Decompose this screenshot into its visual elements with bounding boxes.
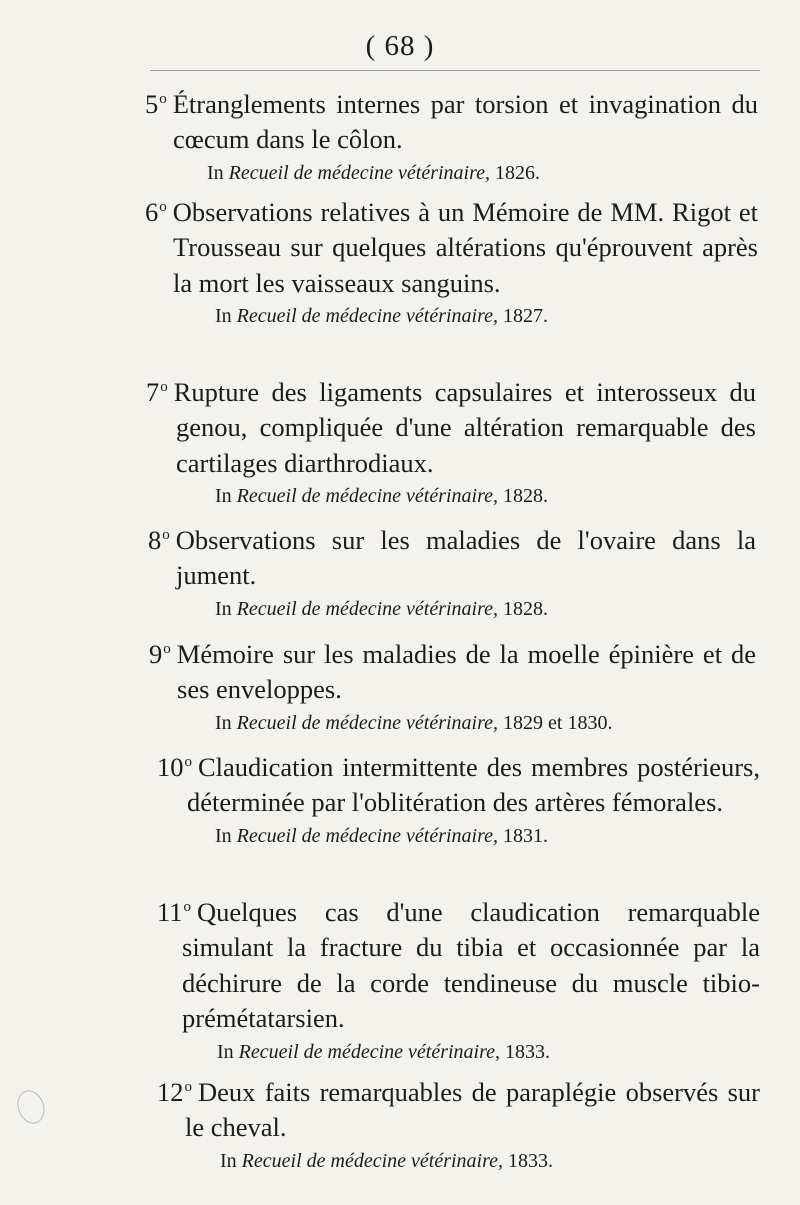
source-in: In [220, 1149, 237, 1172]
source-year: 1833. [505, 1040, 551, 1063]
entry-11 [0, 890, 800, 1065]
source-journal: Recueil de médecine vétérinaire, [238, 1040, 501, 1063]
source-in: In [215, 305, 232, 328]
source-journal: Recueil de médecine vétérinaire, [228, 161, 491, 184]
entry-source [0, 160, 800, 186]
source-journal: Recueil de médecine vétérinaire, [236, 485, 499, 508]
entry-12 [0, 1070, 800, 1174]
entry-ordinal: o [184, 754, 192, 770]
source-year: 1827. [503, 305, 549, 328]
source-journal: Recueil de médecine vétérinaire, [236, 711, 499, 734]
entry-title: Mémoire sur les maladies de la moelle épinière et de ses enveloppes. [176, 638, 756, 705]
entry-text [0, 1070, 760, 1146]
source-journal: Recueil de médecine vétérinaire, [236, 305, 499, 328]
source-year: 1828. [503, 485, 549, 508]
entry-title: Observations relatives à un Mémoire de MM. Rigot et Trousseau sur quelques altérations qu'éprouvent après la mort les vaisseaux sanguins. [172, 196, 758, 298]
entry-text [0, 632, 756, 708]
entry-source [0, 596, 800, 622]
entry-9 [0, 632, 800, 736]
source-in: In [215, 824, 232, 847]
entry-10 [0, 745, 800, 849]
entry-source [0, 303, 800, 329]
source-journal: Recueil de médecine vétérinaire, [236, 824, 499, 847]
source-in: In [215, 485, 232, 508]
source-in: In [207, 161, 224, 184]
source-journal: Recueil de médecine vétérinaire, [241, 1149, 504, 1172]
source-year: 1828. [503, 597, 549, 620]
source-journal: Recueil de médecine vétérinaire, [236, 597, 499, 620]
entry-title: Rupture des ligaments capsulaires et interosseux du genou, compliquée d'une altération remarquable des cartilages diarthrodiaux. [173, 376, 756, 478]
entry-ordinal: o [163, 641, 171, 657]
entry-ordinal: o [159, 199, 167, 215]
entry-number: 10 [157, 751, 184, 782]
entry-text [0, 518, 756, 594]
entry-title: Claudication intermittente des membres postérieurs, déterminée par l'oblitération des artères fémorales. [187, 751, 760, 818]
entry-text [0, 370, 756, 481]
entry-source [0, 1039, 800, 1065]
entry-number: 7 [146, 376, 160, 407]
entry-number: 8 [148, 524, 162, 555]
source-in: In [217, 1040, 234, 1063]
entry-title: Étranglements internes par torsion et invagination du cœcum dans le côlon. [172, 88, 758, 155]
source-year: 1829 et 1830. [503, 711, 613, 734]
entry-text [0, 82, 758, 158]
source-in: In [215, 597, 232, 620]
entry-ordinal: o [159, 91, 167, 107]
entry-title: Deux faits remarquables de paraplégie observés sur le cheval. [185, 1076, 760, 1143]
entry-title: Observations sur les maladies de l'ovaire dans la jument. [175, 524, 756, 591]
entry-text [0, 190, 758, 301]
entry-8 [0, 518, 800, 622]
source-year: 1831. [503, 824, 549, 847]
entry-ordinal: o [183, 899, 192, 915]
entry-title: Quelques cas d'une claudication remarquable simulant la fracture du tibia et occasionnée par la déchirure de la corde tendineuse du muscle tibio-prémétatarsien. [182, 896, 760, 1034]
entry-number: 11 [157, 896, 183, 927]
header-rule [150, 70, 760, 71]
entry-5 [0, 82, 800, 186]
entry-source [0, 823, 800, 849]
entry-text [0, 890, 760, 1037]
entry-number: 12 [157, 1076, 184, 1107]
entry-source [0, 483, 800, 509]
entry-number: 9 [149, 638, 163, 669]
source-in: In [215, 711, 232, 734]
entry-6 [0, 190, 800, 329]
entry-number: 5 [145, 88, 159, 119]
page-number: ( 68 ) [365, 30, 435, 62]
source-year: 1826. [495, 161, 541, 184]
entry-number: 6 [145, 196, 159, 227]
source-year: 1833. [508, 1149, 554, 1172]
entry-ordinal: o [184, 1079, 192, 1095]
entry-ordinal: o [160, 379, 168, 395]
entry-source [0, 1148, 800, 1174]
entry-text [0, 745, 760, 821]
entry-source [0, 710, 800, 736]
entry-ordinal: o [162, 527, 170, 543]
entry-7 [0, 370, 800, 509]
